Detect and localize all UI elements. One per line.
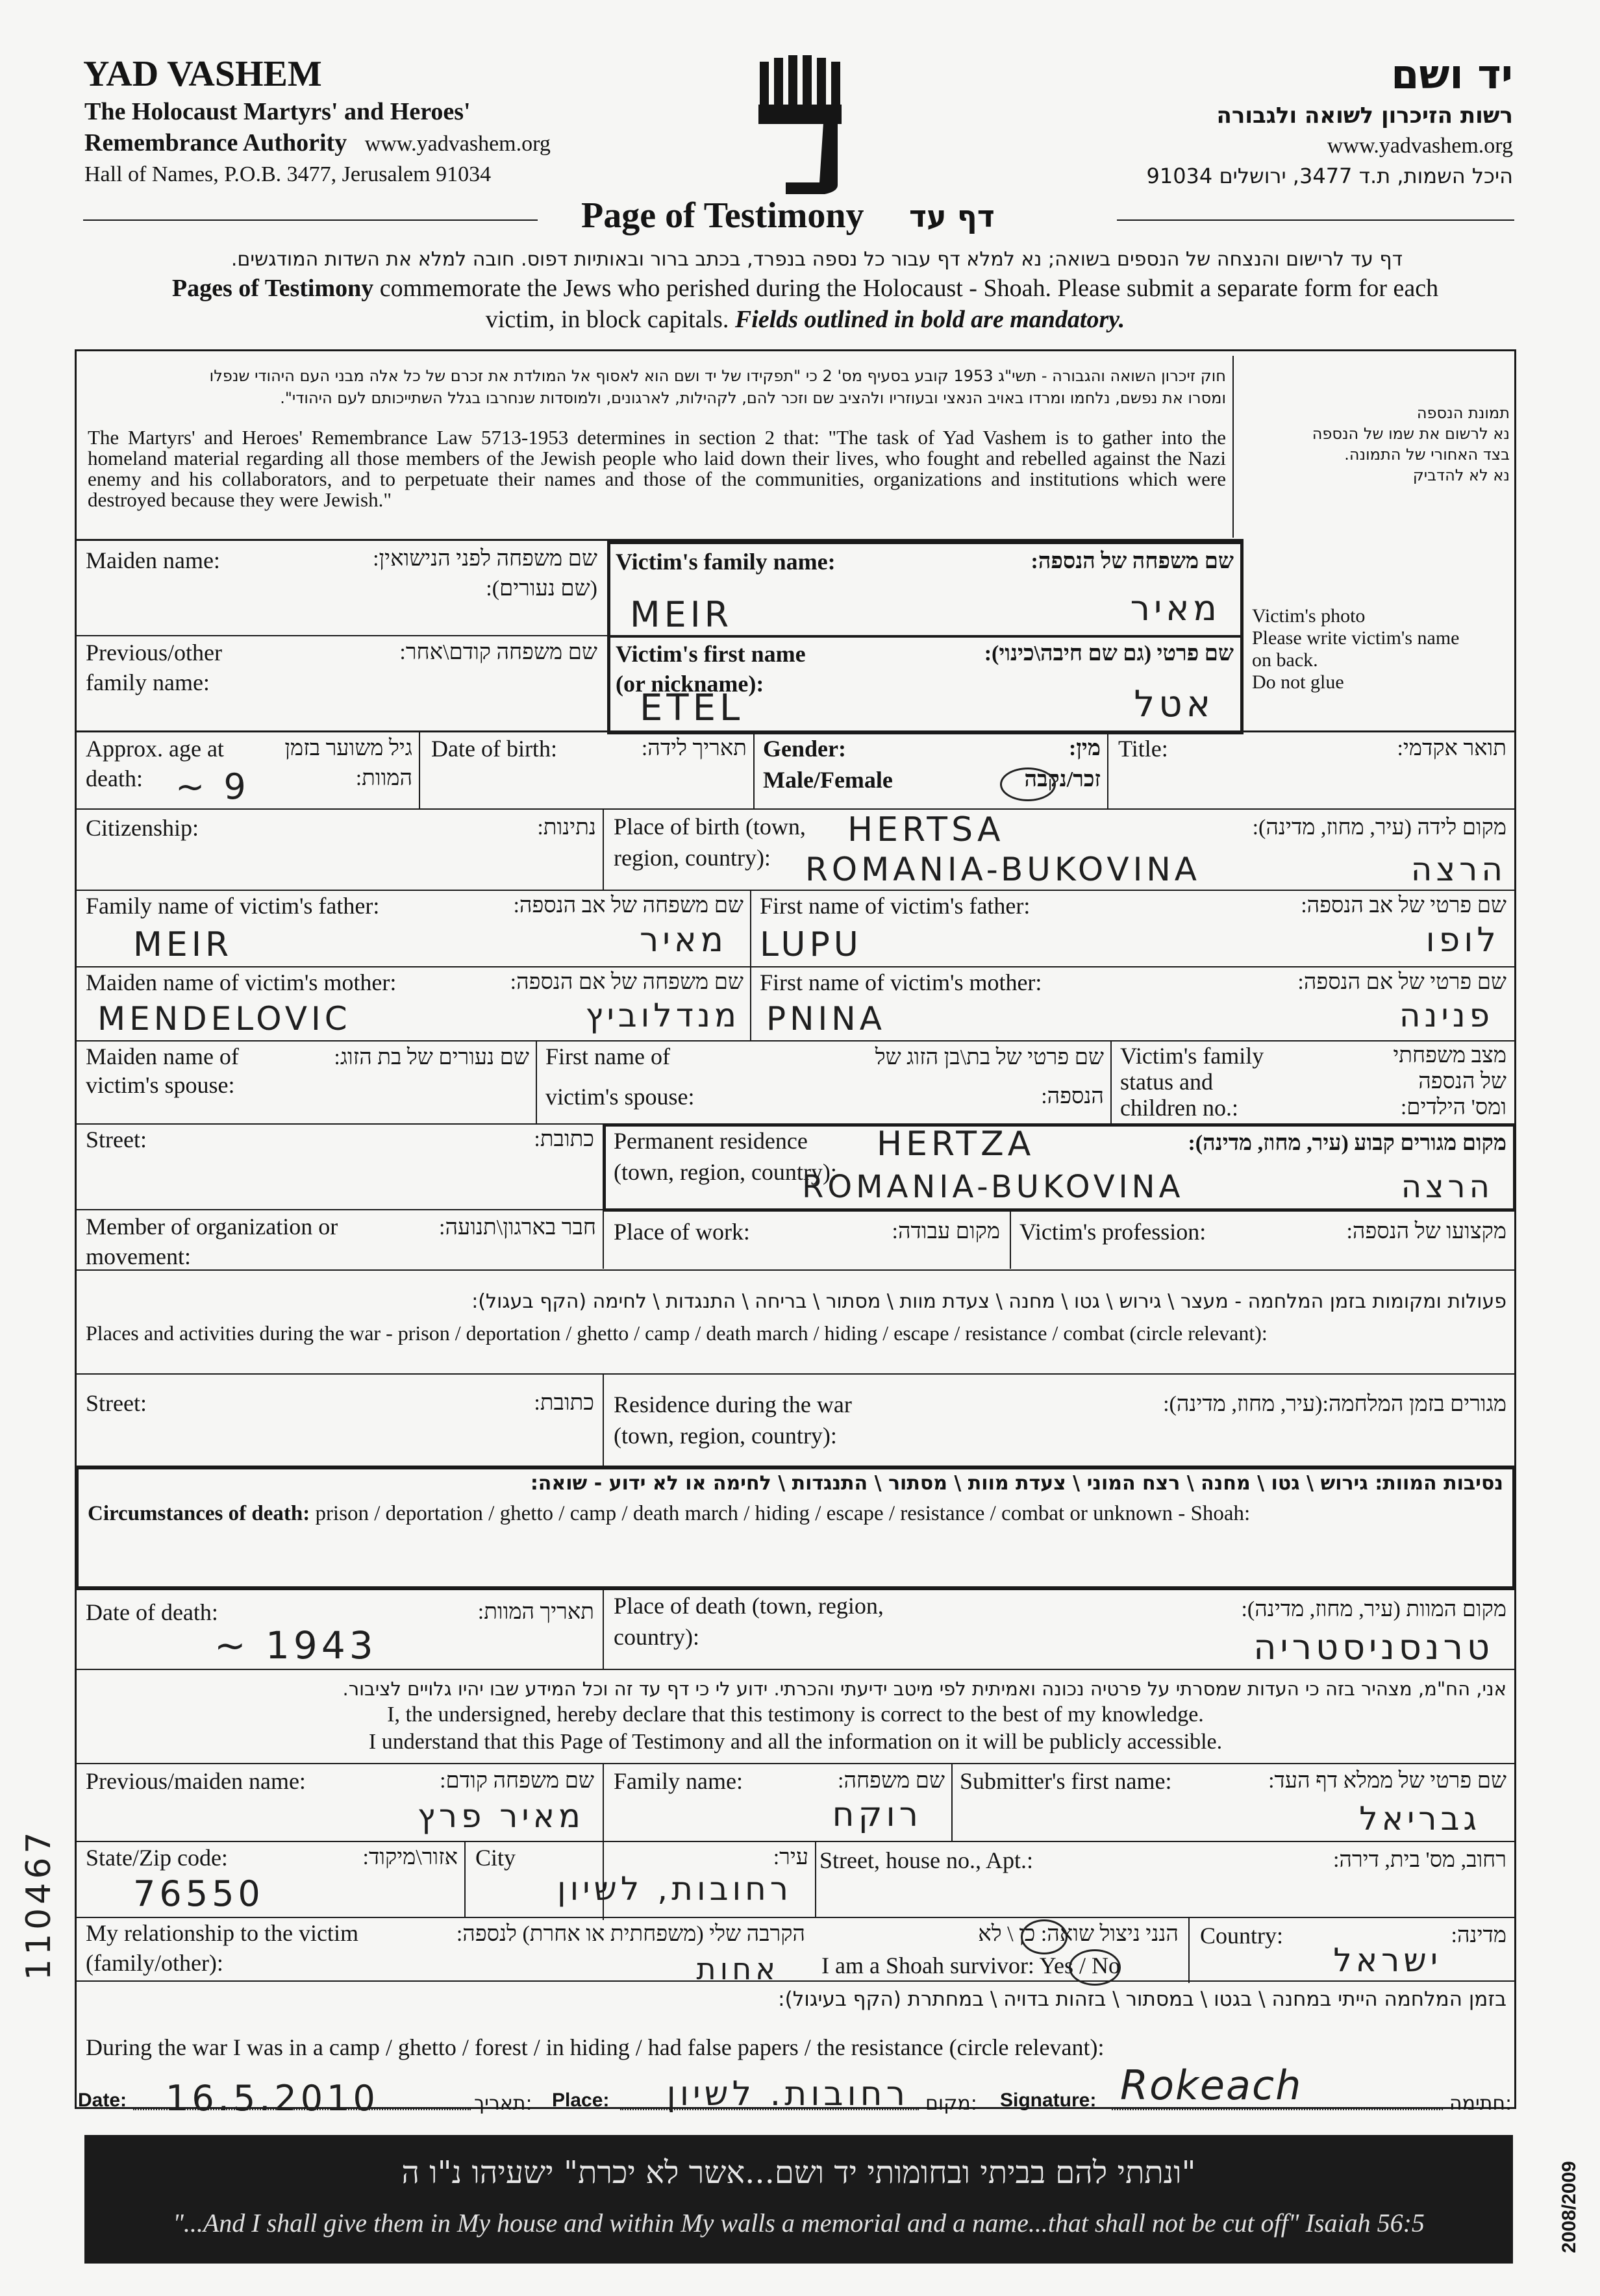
citizenship-label-he: נתינות:	[537, 816, 596, 840]
declaration-en-2: I understand that this Page of Testimony and all the information on it will be publicly accessible.	[368, 1730, 1223, 1754]
mother-first-name-value[interactable]: PNINA	[766, 1000, 886, 1038]
victim-family-name-value[interactable]: MEIR	[630, 594, 733, 635]
circumstances-options: prison / deportation / ghetto / camp / death march / hiding / escape / resistance / combat or unknown - Shoah:	[310, 1502, 1251, 1525]
during-war-label-he: בזמן המלחמה הייתי במחנה \ בגטו \ במסתור \ בזהות בדויה \ במחתרת (הקף בעיגול):	[778, 1988, 1506, 2011]
org-subtitle-2-line	[84, 129, 551, 157]
city-label: City	[475, 1845, 516, 1871]
father-first-name-value-he[interactable]: לופו	[1425, 921, 1500, 960]
col-rule-parents	[750, 891, 751, 1042]
previous-name-label-he: שם משפחה קודם\אחר:	[399, 640, 597, 664]
gender-female-circle[interactable]	[1000, 767, 1056, 801]
zip-code-label-he: אזור\מיקוד:	[362, 1845, 458, 1869]
photo-he-line-2: נא לרשום את שמו של הנספה	[1312, 425, 1510, 443]
gender-label-2: Male/Female	[763, 767, 893, 793]
during-war-label: During the war I was in a camp / ghetto / forest / in hiding / had false papers / the resistance (circle relevant):	[86, 2034, 1105, 2060]
col-rule-age	[419, 732, 420, 810]
father-first-name-label-he: שם פרטי של אב הנספה:	[1301, 893, 1506, 917]
mother-first-name-value-he[interactable]: פנינה	[1399, 997, 1494, 1034]
country-value[interactable]: ישראל	[1333, 1941, 1442, 1979]
family-status-label-1: Victim's family	[1120, 1043, 1264, 1069]
form-title-he: דף עד	[909, 199, 995, 234]
title-label: Title:	[1118, 736, 1168, 762]
gender-label-he-2: זכר/נקבה	[1024, 767, 1101, 792]
date-of-death-label-he: תאריך המוות:	[477, 1600, 594, 1624]
col-rule-dob	[753, 732, 755, 810]
org-name-he: יד ושם	[1391, 51, 1513, 98]
signature-value[interactable]: Rokeach	[1120, 2062, 1303, 2109]
spouse-first-label-1: First name of	[545, 1043, 670, 1069]
father-first-name-label: First name of victim's father:	[760, 893, 1031, 919]
war-residence-label-2: (town, region, country):	[614, 1423, 837, 1449]
col-rule-spouse-1	[536, 1042, 537, 1123]
org-website-he: www.yadvashem.org	[1327, 134, 1513, 158]
victim-first-name-value-he[interactable]: אטל	[1134, 683, 1214, 725]
victim-name-box-divider	[607, 635, 1244, 638]
footer-quote-he: "ונתתי להם בביתי ובחומותי יד ושם...אשר לא יכרת" ישעיהו נ"ו ה	[401, 2154, 1196, 2191]
photo-he-line-4: נא לא להדביק	[1412, 466, 1510, 484]
city-value[interactable]: רחובות, לשיון	[557, 1870, 792, 1908]
relationship-label-1: My relationship to the victim	[86, 1920, 358, 1946]
instructions-en	[97, 273, 1513, 335]
row-rule-2	[75, 635, 607, 636]
age-label-he-2: המוות:	[355, 766, 412, 790]
place-of-work-label: Place of work:	[614, 1219, 750, 1245]
instructions-en-1: commemorate the Jews who perished during the Holocaust - Shoah. Please submit a separate form for each	[373, 275, 1439, 302]
submitter-previous-name-label-he: שם משפחה קודם:	[440, 1769, 594, 1793]
spouse-maiden-label-2: victim's spouse:	[86, 1072, 235, 1098]
zip-code-label: State/Zip code:	[86, 1845, 228, 1871]
footer-banner	[84, 2135, 1513, 2264]
father-family-name-value[interactable]: MEIR	[133, 925, 233, 964]
photo-instructions-en	[1252, 605, 1512, 693]
place-of-birth-label-1: Place of birth (town,	[614, 814, 806, 840]
circumstances-label	[88, 1499, 1250, 1529]
relationship-label-he: הקרבה שלי (משפחתית או אחרת) לנספה:	[456, 1922, 805, 1946]
date-label: Date:	[78, 2090, 127, 2111]
zip-code-value[interactable]: 76550	[133, 1873, 264, 1914]
father-family-name-value-he[interactable]: מאיר	[639, 921, 727, 960]
footer-quote-en: "...And I shall give them in My house and within My walls a memorial and a name...that shall not be cut off" Isaiah 56:5	[173, 2208, 1425, 2238]
victim-first-name-label-1: Victim's first name	[616, 641, 806, 667]
age-label-he-1: גיל משוער בזמן	[284, 736, 412, 760]
law-box	[81, 356, 1234, 538]
place-of-death-value-he[interactable]: טרנסניסטריה	[1253, 1627, 1494, 1667]
submitter-first-name-label-he: שם פרטי של ממלא דף העד:	[1268, 1769, 1506, 1793]
photo-en-line-1: Victim's photo	[1252, 605, 1366, 627]
profession-label-he: מקצועו של הנספה:	[1346, 1219, 1506, 1243]
maiden-name-label-he-2: (שם נעורים):	[486, 577, 597, 601]
age-label-2: death:	[86, 766, 143, 792]
war-residence-label-1: Residence during the war	[614, 1391, 852, 1417]
permanent-residence-value-1[interactable]: HERTZA	[877, 1125, 1035, 1164]
spouse-first-label-he-2: הנספה:	[1041, 1084, 1104, 1108]
photo-en-line-4: Do not glue	[1252, 671, 1344, 693]
law-text-en: The Martyrs' and Heroes' Remembrance Law 5713-1953 determines in section 2 that: "The task of Yad Vashem is to gather into the homeland material regarding all those members of the Jewish people who laid down their lives, who fought and rebelled against the Nazi enemy and his collaborators, and to perpetuate their names and those of the communities, organizations and institutions which were destroyed because they were Jewish."	[88, 426, 1226, 511]
country-label: Country:	[1200, 1923, 1284, 1949]
survivor-label-he: הנני ניצול שואה: כן \ לא	[978, 1922, 1179, 1946]
place-of-death-label-he: מקום המוות (עיר, מחוז, מדינה):	[1241, 1597, 1506, 1621]
mother-maiden-name-label-he: שם משפחה של אם הנספה:	[510, 970, 744, 994]
submitter-previous-name-value[interactable]: מאיר פרץ	[417, 1797, 584, 1835]
declaration-he: אני, הח"מ, מצהיר בזה כי העדות שמסרתי על פרטיה נכונה ואמיתית לפי מיטב ידיעתי והכרתי. ידוע לי כי דף עד זה וכל המידע שבו יהיו גלויים לציבור.	[342, 1678, 1506, 1700]
org-name-en: YAD VASHEM	[83, 54, 322, 94]
mother-maiden-name-value-he[interactable]: מנדלוביץ	[585, 997, 740, 1034]
war-residence-label-he: מגורים בזמן המלחמה:(עיר, מחוז, מדינה):	[1163, 1392, 1506, 1416]
family-status-label-he-2: של הנספה	[1418, 1069, 1506, 1093]
date-of-death-value[interactable]: ~ 1943	[214, 1623, 377, 1667]
photo-instructions-he	[1237, 403, 1510, 486]
row-rule-13	[75, 1763, 1516, 1764]
organization-label-he: חבר בארגון\תנועה:	[439, 1216, 596, 1240]
victim-family-name-label: Victim's family name:	[616, 549, 836, 575]
law-text-he-2: ומסרו את נפשם, נלחמו ומרדו באויב הנאצי ובעוזריו ולהציב שם וזכר להם, לקהילות, לארגונים, ולמוסדות שנחרבו בגלל השתייכותם לעם היהודי".	[280, 389, 1226, 407]
citizenship-label: Citizenship:	[86, 815, 199, 841]
date-label-he: תאריך:	[474, 2092, 532, 2115]
spouse-first-label-2: victim's spouse:	[545, 1084, 695, 1110]
spouse-first-label-he-1: שם פרטי של בת\בן הזוג של	[875, 1045, 1104, 1069]
permanent-residence-value-2[interactable]: ROMANIA-BUKOVINA	[802, 1169, 1184, 1205]
street-during-war-label-he: כתובת:	[534, 1391, 594, 1415]
date-value[interactable]: 16.5.2010	[166, 2078, 379, 2119]
street-label-he: כתובת:	[534, 1127, 594, 1151]
header-rule-right	[1117, 219, 1514, 221]
family-status-label-he-1: מצב משפחתי	[1393, 1043, 1506, 1067]
org-address-he: היכל השמות, ת.ד 3477, ירושלים 91034	[1146, 164, 1513, 188]
street-during-war-label: Street:	[86, 1390, 147, 1416]
victim-first-name-value[interactable]: ETEL	[640, 687, 744, 729]
col-rule-sub-2	[951, 1764, 953, 1841]
col-rule-spouse-2	[1110, 1042, 1112, 1123]
victim-first-name-label-2: (or nickname):	[616, 671, 764, 697]
instructions-en-2: victim, in block capitals.	[485, 306, 735, 333]
org-subtitle-2: Remembrance Authority	[84, 129, 347, 156]
instructions-he: דף עד לרישום והנצחה של הנספים בשואה; נא למלא דף עבור כל נספה בנפרד, בכתב ברור ובאותיות דפוס. חובה למלא את השדות המודגשים.	[231, 248, 1403, 271]
row-rule-15	[75, 1980, 1516, 1982]
spouse-maiden-label-he: שם נעורים של בת הזוג:	[334, 1045, 529, 1069]
survivor-yes-circle-he[interactable]	[1021, 1919, 1068, 1954]
submitter-first-name-value[interactable]: גבריאל	[1359, 1800, 1481, 1838]
col-rule-city	[815, 1842, 816, 1917]
org-subtitle-1: The Holocaust Martyrs' and Heroes'	[84, 98, 471, 125]
place-of-birth-label-he: מקום לידה (עיר, מחוז, מדינה):	[1252, 816, 1506, 840]
street-address-label: Street, house no., Apt.:	[819, 1847, 1033, 1873]
street-label: Street:	[86, 1127, 147, 1153]
family-status-label-he-3: ומס' הילדים:	[1400, 1095, 1506, 1119]
law-text-he-1: חוק זיכרון השואה והגבורה - תשי"ג 1953 קובע בסעיף מס' 2 כי "תפקידו של יד ושם הוא לאסוף אל המולדת את זכרם של כל אלה מבני העם היהודי שנפלו	[209, 367, 1226, 385]
family-status-label-3: children no.:	[1120, 1095, 1238, 1121]
gender-label-1: Gender:	[763, 736, 846, 762]
war-places-label-he: פעולות ומקומות בזמן המלחמה - מעצר \ גירוש \ גטו \ מחנה \ צעדת מוות \ מסתור \ בריחה \ התנגדות \ לחימה (הקף בעגול):	[471, 1290, 1506, 1313]
place-of-work-label-he: מקום עבודה:	[892, 1219, 1000, 1243]
profession-label: Victim's profession:	[1019, 1219, 1206, 1245]
family-status-label-2: status and	[1120, 1069, 1213, 1095]
row-rule-14	[75, 1841, 1516, 1842]
organization-label-2: movement:	[86, 1243, 191, 1269]
country-label-he: מדינה:	[1451, 1923, 1506, 1947]
signature-dotted-line	[1112, 2109, 1443, 2110]
place-of-death-label-2: country):	[614, 1624, 699, 1650]
relationship-value[interactable]: אחות	[696, 1951, 779, 1986]
permanent-residence-value-he[interactable]: הרצה	[1401, 1169, 1494, 1205]
organization-label-1: Member of organization or	[86, 1214, 338, 1240]
signature-label: Signature:	[1000, 2090, 1097, 2111]
father-family-name-label-he: שם משפחה של אב הנספה:	[513, 893, 744, 917]
instructions-en-italic: Fields outlined in bold are mandatory.	[734, 306, 1125, 333]
permanent-residence-label-2: (town, region, country):	[614, 1159, 837, 1185]
instructions-en-bold: Pages of Testimony	[171, 275, 374, 302]
permanent-residence-label-1: Permanent residence	[614, 1128, 808, 1154]
previous-name-label-1: Previous/other	[86, 640, 222, 666]
maiden-name-label-he: שם משפחה לפני הנישואין:	[373, 547, 597, 571]
col-rule-warres	[603, 1375, 604, 1466]
org-subtitle-he: רשות הזיכרון לשואה ולגבורה	[1216, 103, 1513, 129]
photo-en-line-2: Please write victim's name	[1252, 627, 1460, 649]
victim-family-name-label-he: שם משפחה של הנספה:	[1031, 549, 1234, 573]
date-of-birth-label-he: תאריך לידה:	[641, 736, 747, 760]
photo-he-line-1: תמונת הנספה	[1416, 404, 1510, 422]
side-reference-number: 110467	[19, 1828, 58, 1980]
place-of-birth-value-he[interactable]: הרצה	[1410, 851, 1506, 888]
date-of-death-label: Date of death:	[86, 1599, 218, 1625]
victim-family-name-value-he[interactable]: מאיר	[1130, 588, 1221, 629]
org-website: www.yadvashem.org	[364, 132, 551, 156]
mother-first-name-label: First name of victim's mother:	[760, 969, 1042, 995]
place-label: Place:	[552, 2090, 610, 2111]
col-rule-zip	[464, 1842, 466, 1917]
org-address: Hall of Names, P.O.B. 3477, Jerusalem 91034	[84, 162, 492, 186]
father-family-name-label: Family name of victim's father:	[86, 893, 380, 919]
form-title-en: Page of Testimony	[581, 195, 864, 236]
circumstances-label-bold: Circumstances of death:	[88, 1502, 310, 1525]
form-version-code: 2008/2009	[1558, 2161, 1580, 2253]
submitter-family-name-label: Family name:	[614, 1768, 743, 1794]
place-of-birth-label-2: region, country):	[614, 845, 771, 871]
place-value[interactable]: רחובות. לשיון	[666, 2075, 909, 2114]
row-rule-7	[75, 1040, 1516, 1042]
father-first-name-value[interactable]: LUPU	[760, 925, 862, 964]
war-places-label: Places and activities during the war - prison / deportation / ghetto / camp / death march / hiding / escape / resistance / combat (circle relevant):	[86, 1321, 1268, 1345]
age-label-1: Approx. age at	[86, 736, 224, 762]
age-value[interactable]: ~ 9	[175, 766, 250, 807]
submitter-family-name-label-he: שם משפחה:	[838, 1769, 945, 1793]
survivor-label: I am a Shoah survivor: Yes / No	[821, 1953, 1120, 1978]
place-label-he: מקום:	[925, 2092, 977, 2115]
title-label-he: תואר אקדמי:	[1397, 736, 1506, 760]
declaration-en-1: I, the undersigned, hereby declare that this testimony is correct to the best of my knowledge.	[387, 1703, 1204, 1727]
relationship-label-2: (family/other):	[86, 1950, 223, 1976]
col-rule-org	[603, 1210, 604, 1269]
row-rule-org	[75, 1269, 1516, 1271]
city-label-he: עיר:	[773, 1845, 808, 1869]
col-rule-death	[603, 1589, 604, 1670]
maiden-name-label: Maiden name:	[86, 547, 220, 573]
submitter-family-name-value[interactable]: רוקח	[832, 1795, 922, 1834]
header-rule-left	[83, 219, 538, 221]
col-rule-country	[1188, 1918, 1190, 1983]
col-rule-work	[1010, 1210, 1011, 1269]
col-rule-a	[607, 541, 608, 730]
photo-he-line-3: בצד האחורי של התמונה.	[1344, 445, 1510, 464]
submitter-first-name-label: Submitter's first name:	[960, 1768, 1172, 1794]
mother-maiden-name-label: Maiden name of victim's mother:	[86, 969, 397, 995]
permanent-residence-label-he: מקום מגורים קבוע (עיר, מחוז, מדינה):	[1188, 1131, 1506, 1155]
victim-first-name-label-he: שם פרטי (גם שם חיבה\כינוי):	[984, 642, 1234, 666]
place-of-death-label-1: Place of death (town, region,	[614, 1593, 884, 1619]
previous-name-label-2: family name:	[86, 669, 210, 695]
place-of-birth-value-2[interactable]: ROMANIA-BUKOVINA	[805, 851, 1201, 888]
col-rule-cit	[603, 810, 604, 890]
row-rule-12	[75, 1669, 1516, 1670]
place-of-birth-value-1[interactable]: HERTSA	[847, 810, 1005, 849]
mother-maiden-name-value[interactable]: MENDELOVIC	[97, 1000, 351, 1038]
gender-label-he-1: מין:	[1068, 736, 1101, 760]
col-rule-gender	[1107, 732, 1108, 810]
row-rule-10	[75, 1373, 1516, 1375]
signature-label-he: חתימה:	[1449, 2092, 1512, 2115]
spouse-maiden-label-1: Maiden name of	[86, 1043, 239, 1069]
photo-en-line-3: on back.	[1252, 649, 1318, 671]
circumstances-label-he: נסיבות המוות: גירוש \ גטו \ מחנה \ רצח המוני \ צעדת מוות \ מסתור \ התנגדות \ לחימה או לא ידוע - שואה:	[530, 1472, 1503, 1495]
row-rule-4	[75, 808, 1516, 810]
street-address-label-he: רחוב, מס' בית, דירה:	[1332, 1848, 1506, 1872]
mother-first-name-label-he: שם פרטי של אם הנספה:	[1297, 970, 1506, 994]
submitter-previous-name-label: Previous/maiden name:	[86, 1768, 306, 1794]
yad-vashem-logo-icon	[747, 55, 864, 198]
survivor-yes-circle[interactable]	[1069, 1949, 1121, 1986]
date-of-birth-label: Date of birth:	[431, 736, 557, 762]
